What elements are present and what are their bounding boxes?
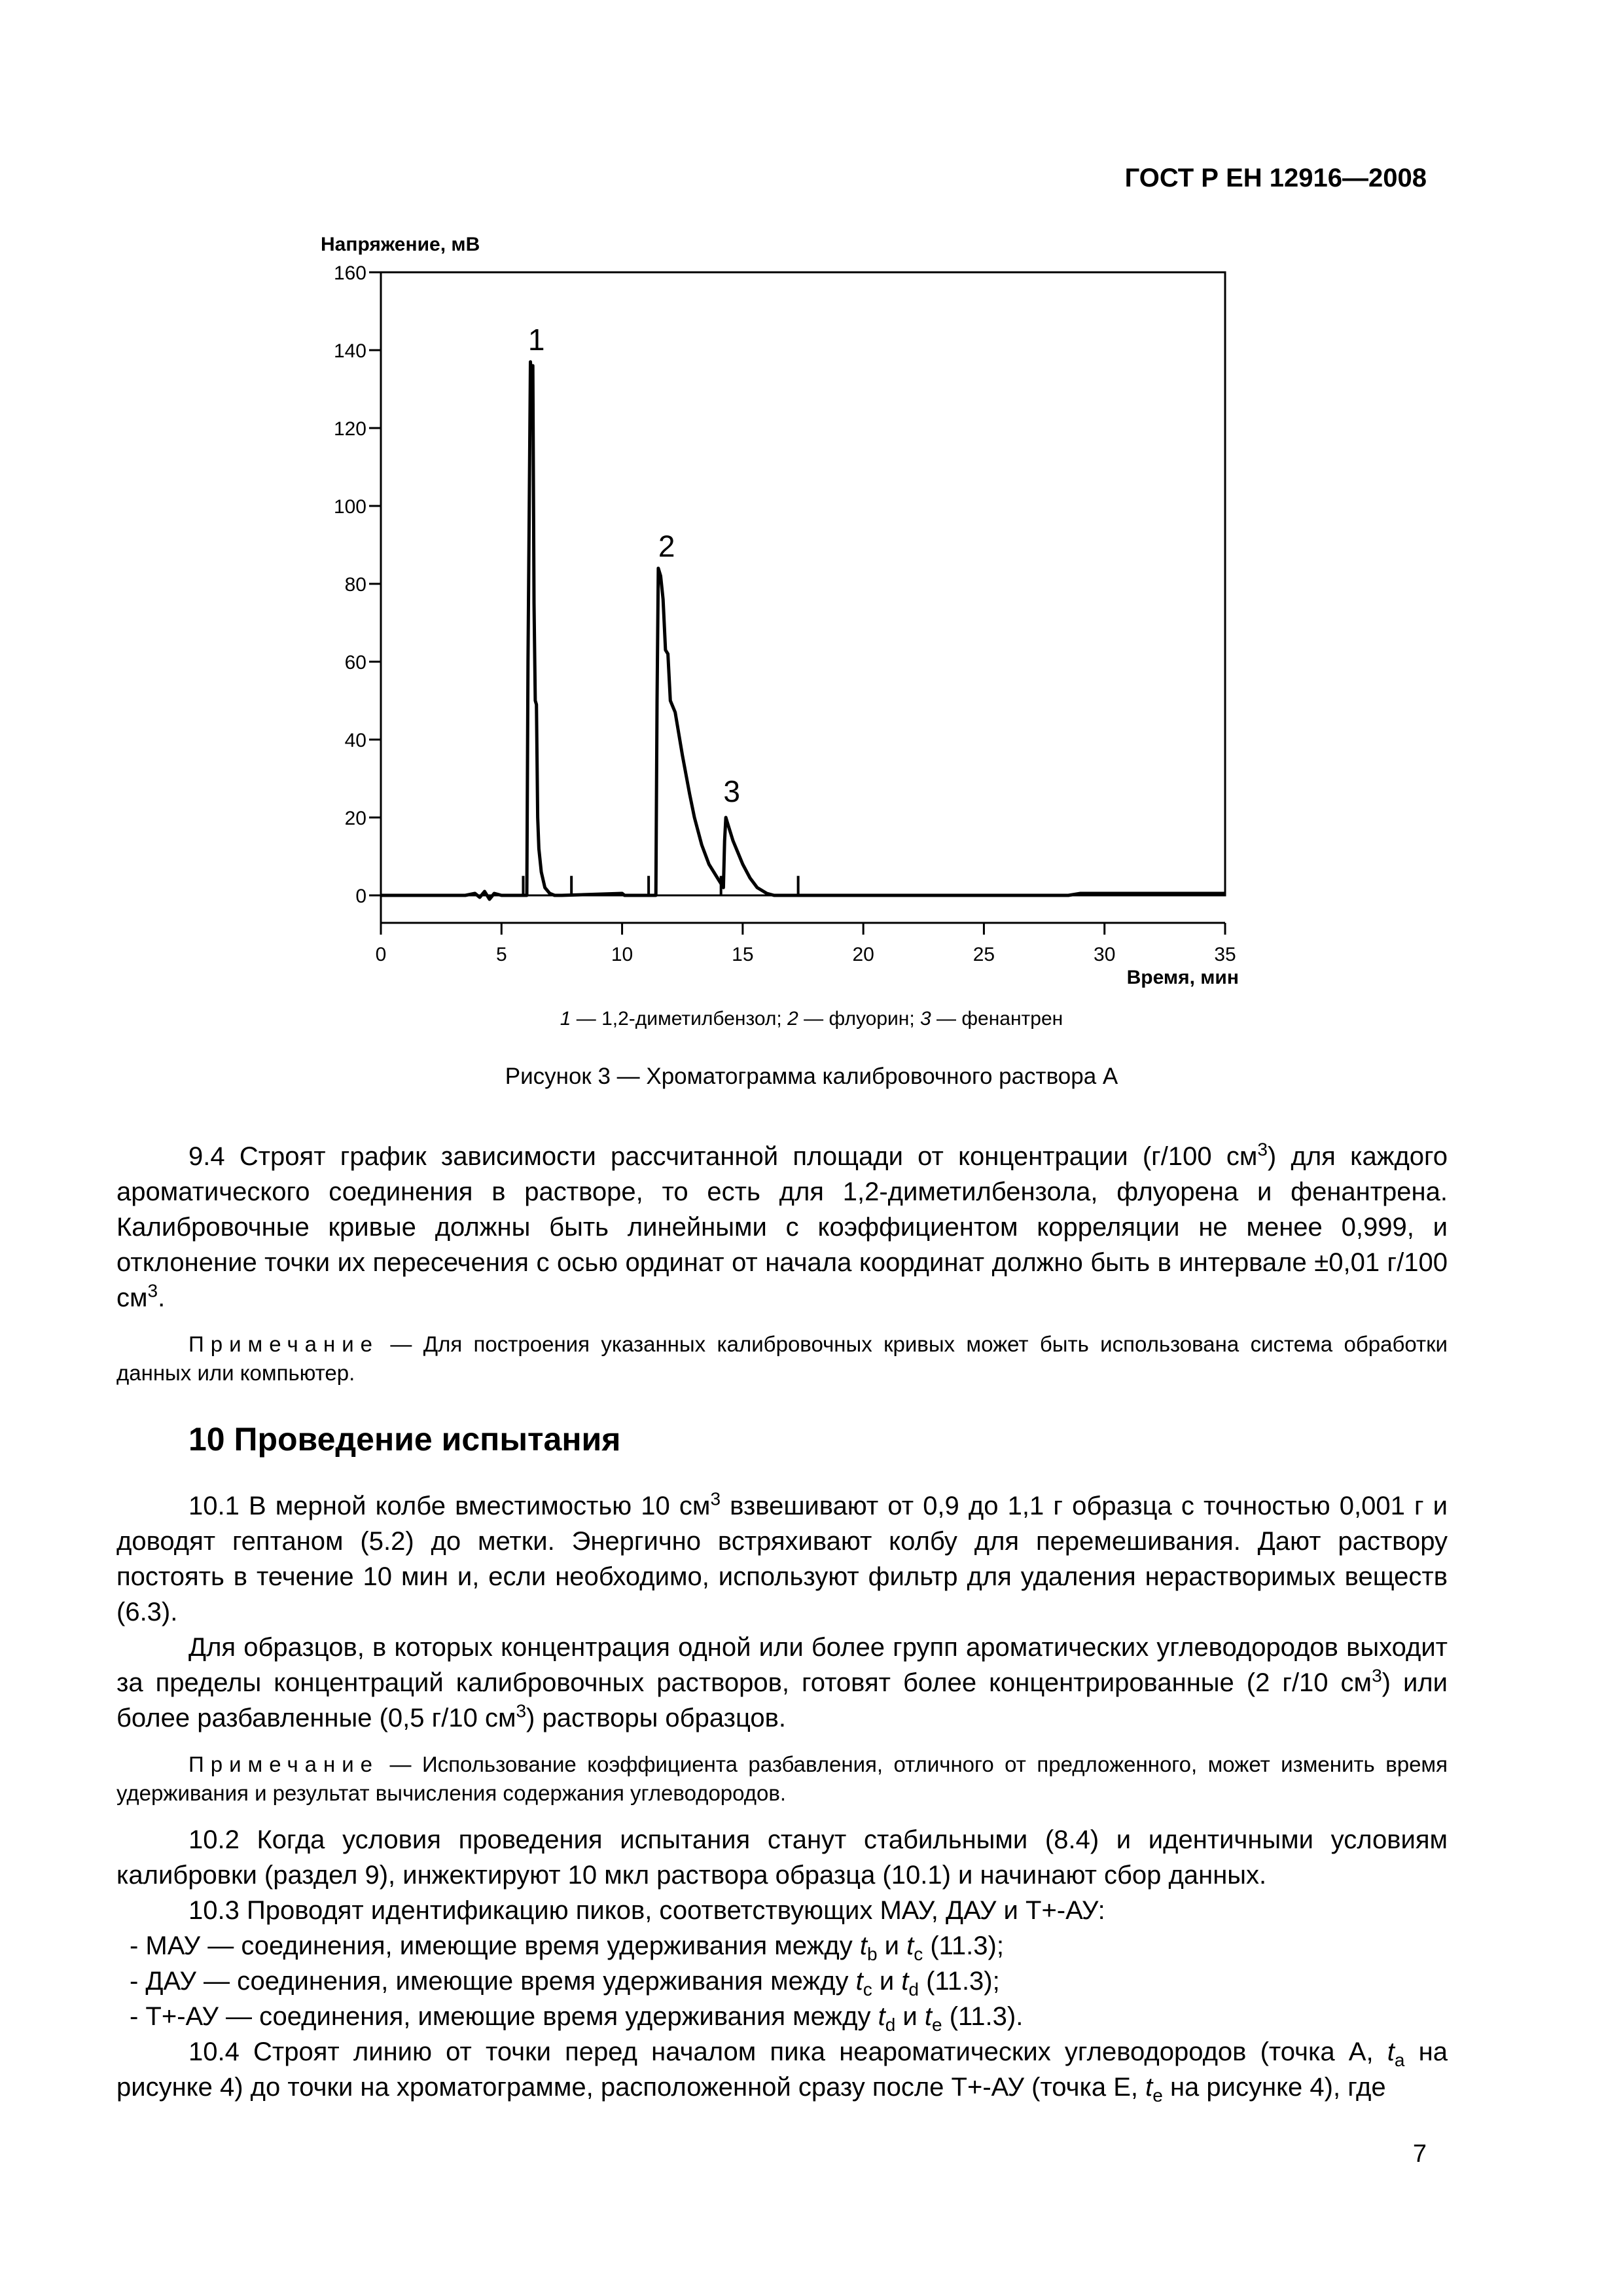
x-axis-label: Время, мин [1126, 967, 1239, 988]
y-tick-label: 80 [344, 574, 366, 596]
y-axis-label: Напряжение, мВ [321, 234, 480, 255]
x-tick-label: 20 [852, 944, 874, 965]
page-number: 7 [1412, 2140, 1427, 2168]
x-tick-label: 25 [972, 944, 995, 965]
peak-label-1: 1 [527, 323, 545, 357]
x-tick-label: 35 [1214, 944, 1236, 965]
list-item-dau: - ДАУ — соединения, имеющие время удерживания между $t_c$ и $t_d$ (11.3); [130, 1967, 1000, 2000]
x-tick-label: 30 [1094, 944, 1116, 965]
x-tick-label: 10 [611, 944, 633, 965]
x-tick-label: 0 [375, 944, 387, 965]
document-code: ГОСТ Р ЕН 12916—2008 [1124, 164, 1427, 192]
paragraph-10-1: 10.1 В мерной колбе вместимостью 10 $см^3$ взвешивают от 0,9 до 1,1 г образца с точностью 0,001 г и доводят гептаном (5.2) до метки. Энергично встряхивают колбу для перемешивания. Дают раствору постоять в течение 10 мин и, если необходимо, используют фильтр для удаления нерастворимых веществ (6.3). [116, 1488, 1448, 1626]
chromatogram-chart [0, 0, 1623, 1047]
plot-frame [381, 272, 1225, 895]
chromatogram-trace [381, 362, 1225, 899]
list-item-tau: - Т+-АУ — соединения, имеющие время удерживания между $t_d$ и $t_e$ (11.3). [130, 2002, 1024, 2035]
note-1: Примечание — Для построения указанных калибровочных кривых может быть использована система обработки данных или компьютер. [116, 1332, 1448, 1385]
figure-caption: Рисунок 3 — Хроматограмма калибровочного раствора А [505, 1064, 1118, 1089]
section-10-heading: 10 Проведение испытания [188, 1421, 621, 1458]
x-tick-label: 15 [732, 944, 754, 965]
x-tick-label: 5 [495, 944, 507, 965]
y-tick-label: 40 [344, 730, 366, 751]
body-text [116, 1139, 1448, 2105]
figure-legend: 1 — 1,2-диметилбензол; 2 — флуорин; 3 — фенантрен [560, 1008, 1063, 1030]
paragraph-10-3: 10.3 Проводят идентификацию пиков, соответствующих МАУ, ДАУ и Т+-АУ: [188, 1896, 1105, 1925]
chromatogram-figure [0, 0, 1623, 1047]
peak-label-3: 3 [723, 774, 740, 809]
y-tick-label: 120 [333, 418, 366, 440]
y-tick-label: 100 [333, 496, 366, 518]
paragraph-9-4: 9.4 Строят график зависимости рассчитанной площади от концентрации (г/100 $см^3$) для каждого ароматического соединения в растворе, то есть для 1,2-диметилбензола, флуорена и фенантрена. Калибровочные кривые должны быть линейными с коэффициентом корреляции не менее 0,999, и отклонение точки их пересечения с осью ординат от начала координат должно быть в интервале ±0,01 г/100 $см^3$. [116, 1139, 1448, 1312]
paragraph-10-2: 10.2 Когда условия проведения испытания станут стабильными (8.4) и идентичными условиям калибровки (раздел 9), инжектируют 10 мкл раствора образца (10.1) и начинают сбор данных. [116, 1825, 1448, 1890]
y-tick-label: 20 [344, 808, 366, 829]
peak-label-2: 2 [658, 529, 675, 564]
list-item-mau: - МАУ — соединения, имеющие время удерживания между $t_b$ и $t_c$ (11.3); [130, 1931, 1004, 1964]
paragraph-10-4: 10.4 Строят линию от точки перед началом пика неароматических углеводородов (точка А, $t_a$ на рисунке 4) до точки на хроматограмме, расположенной сразу после Т+-АУ (точка Е, $t_e$ на рисунке 4), где [116, 2037, 1448, 2106]
note-2: Примечание — Использование коэффициента разбавления, отличного от предложенного, может изменить время удерживания и результат вычисления содержания углеводородов. [116, 1752, 1448, 1805]
y-tick-label: 160 [333, 262, 366, 284]
y-tick-label: 0 [355, 886, 366, 907]
paragraph-concentration: Для образцов, в которых концентрация одной или более групп ароматических углеводородов выходит за пределы концентраций калибровочных растворов, готовят более концентрированные (2 г/10 $см^3$) или более разбавленные (0,5 г/10 $см^3$) растворы образцов. [116, 1633, 1448, 1732]
y-tick-label: 140 [333, 340, 366, 362]
y-tick-label: 60 [344, 652, 366, 673]
